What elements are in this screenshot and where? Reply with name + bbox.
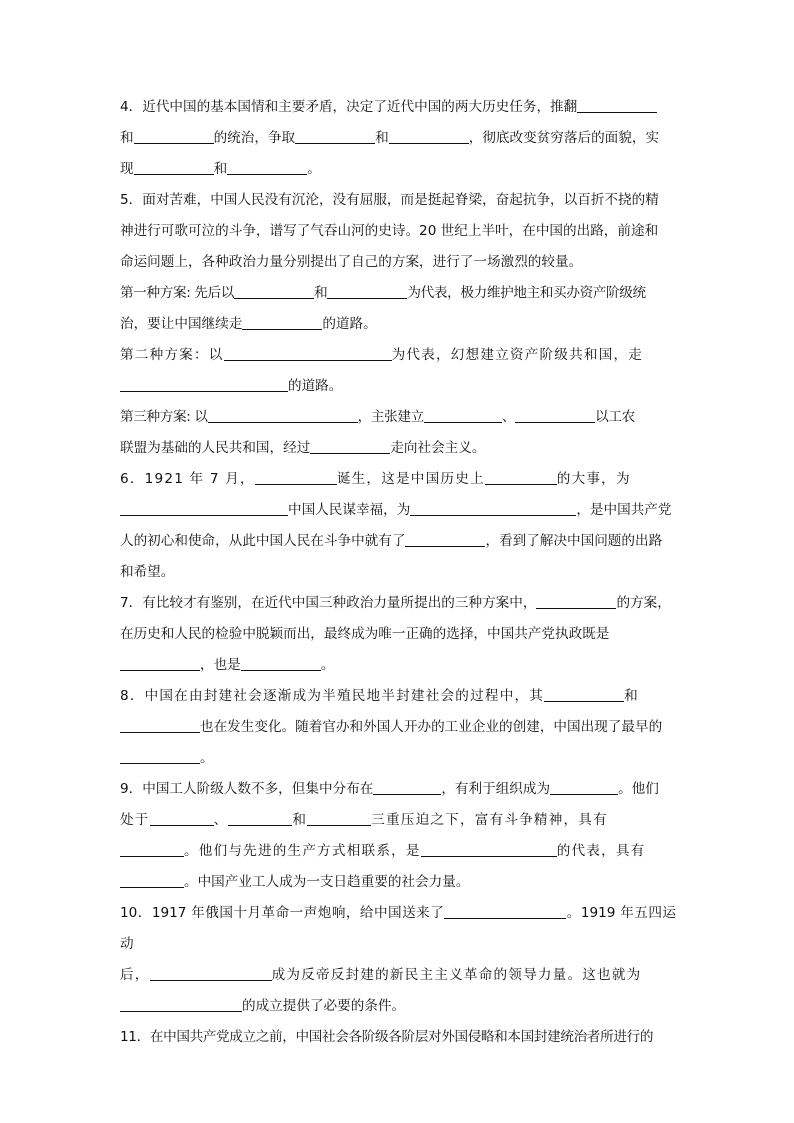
- fill-in-blank[interactable]: [228, 812, 292, 826]
- text-segment: 第一种方案: 先后以: [120, 285, 235, 301]
- text-segment: 和希望。: [120, 564, 175, 580]
- q9-line1: [120, 774, 676, 805]
- fill-in-blank[interactable]: [120, 657, 200, 671]
- fill-in-blank[interactable]: [327, 285, 407, 299]
- text-segment: 4．近代中国的基本国情和主要矛盾，决定了近代中国的两大历史任务，推翻: [120, 99, 578, 115]
- fill-in-blank[interactable]: [550, 781, 618, 795]
- text-segment: ，是中国共产党: [576, 502, 672, 518]
- text-segment: 6．1921 年 7 月，: [120, 471, 255, 487]
- fill-in-blank[interactable]: [208, 409, 358, 423]
- fill-in-blank[interactable]: [234, 285, 314, 299]
- fill-in-blank[interactable]: [255, 471, 337, 485]
- fill-in-blank[interactable]: [242, 316, 322, 330]
- fill-in-blank[interactable]: [120, 750, 200, 764]
- fill-in-blank[interactable]: [515, 409, 595, 423]
- text-segment: 。中国产业工人成为一支日趋重要的社会力量。: [184, 874, 470, 890]
- q10-line2: [120, 960, 676, 991]
- q8-line3: [120, 743, 676, 774]
- q10-line3: [120, 991, 676, 1022]
- text-segment: 。: [200, 750, 214, 766]
- q5-plan2-line1: [120, 340, 676, 371]
- text-segment: 的道路。: [288, 378, 343, 394]
- q4-line2: [120, 123, 676, 154]
- fill-in-blank[interactable]: [227, 161, 307, 175]
- q5-line1: [120, 185, 676, 216]
- text-segment: 。他们: [618, 781, 659, 797]
- q7-line3: [120, 650, 676, 681]
- text-segment: 联盟为基础的人民共和国，经过: [120, 440, 311, 456]
- text-segment: 。: [320, 657, 335, 673]
- document-page: [120, 92, 676, 1053]
- text-segment: ，彻底改变贫穷落后的面貌，实: [468, 130, 660, 146]
- fill-in-blank[interactable]: [421, 843, 557, 857]
- text-segment: 的大事，为: [556, 471, 631, 487]
- q5-plan3-line2: [120, 433, 676, 464]
- q11-line1: [120, 1022, 676, 1053]
- text-segment: 为代表，幻想建立资产阶级共和国，走: [391, 347, 644, 363]
- fill-in-blank[interactable]: [410, 502, 576, 516]
- text-segment: 以工农: [595, 409, 635, 425]
- text-segment: 。1919 年五四运动: [120, 905, 676, 952]
- q6-line4: [120, 557, 676, 588]
- text-segment: 在历史和人民的检验中脱颖而出，最终成为唯一正确的选择，中国共产党执政既是: [120, 626, 610, 642]
- q5-plan1-line2: [120, 309, 676, 340]
- q9-line2: [120, 805, 676, 836]
- fill-in-blank[interactable]: [120, 874, 184, 888]
- text-segment: 、: [213, 812, 229, 828]
- fill-in-blank[interactable]: [134, 161, 214, 175]
- q5-plan2-line2: [120, 371, 676, 402]
- fill-in-blank[interactable]: [310, 440, 390, 454]
- text-segment: 的方案，: [616, 595, 671, 611]
- q5-plan1-line1: [120, 278, 676, 309]
- text-segment: 和: [120, 130, 134, 146]
- text-segment: 的统治，争取: [213, 130, 296, 146]
- fill-in-blank[interactable]: [120, 843, 184, 857]
- text-segment: 为代表，极力维护地主和买办资产阶级统: [407, 285, 646, 301]
- text-segment: 和: [292, 812, 308, 828]
- text-segment: 11．在中国共产党成立之前，中国社会各阶级各阶层对外国侵略和本国封建统治者所进行的: [120, 1029, 654, 1045]
- text-segment: 现: [120, 161, 134, 177]
- fill-in-blank[interactable]: [405, 533, 485, 547]
- fill-in-blank[interactable]: [307, 812, 371, 826]
- q9-line4: [120, 867, 676, 898]
- fill-in-blank[interactable]: [120, 719, 200, 733]
- text-segment: 9．中国工人阶级人数不多，但集中分布在: [120, 781, 374, 797]
- text-segment: ，主张建立: [357, 409, 424, 425]
- fill-in-blank[interactable]: [424, 409, 502, 423]
- text-segment: 、: [501, 409, 516, 425]
- text-segment: 第二种方案：以: [120, 347, 224, 363]
- fill-in-blank[interactable]: [134, 130, 214, 144]
- q4-line3: [120, 154, 676, 185]
- fill-in-blank[interactable]: [485, 471, 557, 485]
- text-segment: 诞生，这是中国历史上: [336, 471, 485, 487]
- text-segment: 三重压迫之下，富有斗争精神，具有: [371, 812, 608, 828]
- text-segment: 10．1917 年俄国十月革命一声炮响，给中国送来了: [120, 905, 445, 921]
- text-segment: 5．面对苦难，中国人民没有沉沦，没有屈服，而是挺起脊梁，奋起抗争，以百折不挠的精: [120, 192, 659, 208]
- q6-line3: [120, 526, 676, 557]
- text-segment: 人的初心和使命，从此中国人民在斗争中就有了: [120, 533, 406, 549]
- text-segment: ，看到了解决中国问题的出路: [485, 533, 663, 549]
- text-segment: 第三种方案: 以: [120, 409, 208, 425]
- q5-line3: [120, 247, 676, 278]
- fill-in-blank[interactable]: [120, 502, 288, 516]
- q8-line2: [120, 712, 676, 743]
- text-segment: 命运问题上，各种政治力量分别提出了自己的方案，进行了一场激烈的较量。: [120, 254, 583, 270]
- fill-in-blank[interactable]: [120, 998, 242, 1012]
- text-segment: ，有利于组织成为: [441, 781, 551, 797]
- text-segment: 中国人民谋幸福，为: [288, 502, 411, 518]
- q5-line2: [120, 216, 676, 247]
- q10-line1: [120, 898, 676, 960]
- q5-plan3-line1: [120, 402, 676, 433]
- fill-in-blank[interactable]: [241, 657, 321, 671]
- text-segment: 。: [307, 161, 321, 177]
- text-segment: 。他们与先进的生产方式相联系，是: [184, 843, 421, 859]
- q9-line3: [120, 836, 676, 867]
- text-segment: 和: [213, 161, 228, 177]
- text-segment: 治，要让中国继续走: [120, 316, 243, 332]
- fill-in-blank[interactable]: [224, 347, 392, 361]
- text-segment: 的成立提供了必要的条件。: [242, 998, 406, 1014]
- fill-in-blank[interactable]: [389, 130, 469, 144]
- fill-in-blank[interactable]: [544, 688, 624, 702]
- fill-in-blank[interactable]: [150, 812, 214, 826]
- fill-in-blank[interactable]: [373, 781, 441, 795]
- text-segment: 后，: [120, 967, 150, 983]
- text-segment: 7．有比较才有鉴别，在近代中国三种政治力量所提出的三种方案中，: [120, 595, 537, 611]
- q6-line2: [120, 495, 676, 526]
- text-segment: ，也是: [200, 657, 241, 673]
- text-segment: 也在发生变化。随着官办和外国人开办的工业企业的创建，中国出现了最早的: [200, 719, 663, 735]
- text-segment: 成为反帝反封建的新民主主义革命的领导力量。这也就为: [271, 967, 642, 983]
- q7-line1: [120, 588, 676, 619]
- text-segment: 的代表，具有: [556, 843, 646, 859]
- text-segment: 和: [314, 285, 328, 301]
- text-segment: 的道路。: [322, 316, 377, 332]
- fill-in-blank[interactable]: [120, 378, 288, 392]
- q6-line1: [120, 464, 676, 495]
- text-segment: 和: [624, 688, 639, 704]
- fill-in-blank[interactable]: [577, 99, 657, 113]
- q7-line2: [120, 619, 676, 650]
- fill-in-blank[interactable]: [295, 130, 375, 144]
- text-segment: 处于: [120, 812, 150, 828]
- fill-in-blank[interactable]: [150, 967, 272, 981]
- fill-in-blank[interactable]: [536, 595, 616, 609]
- text-segment: 和: [375, 130, 389, 146]
- fill-in-blank[interactable]: [444, 905, 566, 919]
- q4-line1: [120, 92, 676, 123]
- text-segment: 8．中国在由封建社会逐渐成为半殖民地半封建社会的过程中，其: [120, 688, 545, 704]
- text-segment: 走向社会主义。: [390, 440, 486, 456]
- q8-line1: [120, 681, 676, 712]
- text-segment: 神进行可歌可泣的斗争，谱写了气吞山河的史诗。20 世纪上半叶，在中国的出路，前途和: [120, 223, 659, 239]
